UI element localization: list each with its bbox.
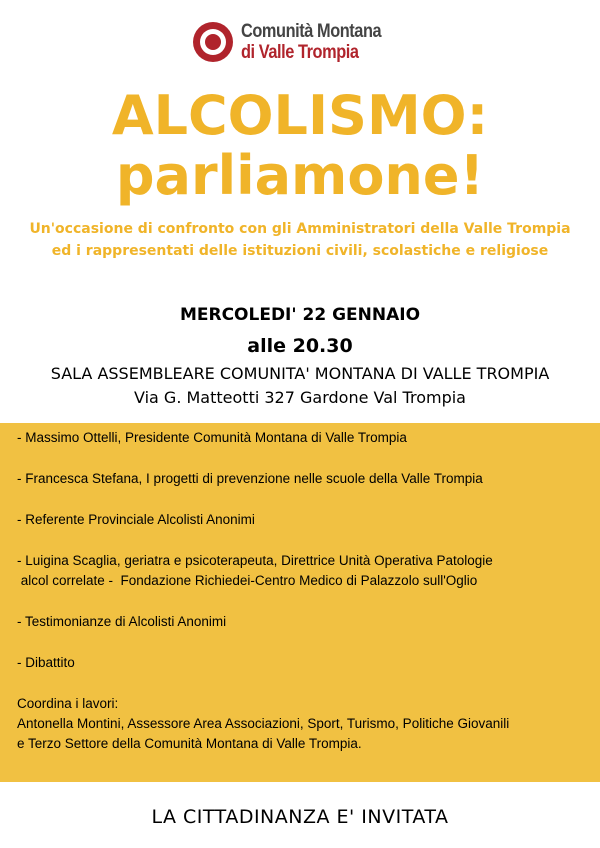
event-time: alle 20.30	[247, 335, 353, 357]
program-item: - Dibattito	[17, 655, 75, 670]
title-line-2: parliamone!	[115, 144, 485, 207]
event-place: SALA ASSEMBLEARE COMUNITA' MONTANA DI VALLE TROMPIA	[50, 364, 550, 383]
event-address: Via G. Matteotti 327 Gardone Val Trompia	[134, 388, 466, 407]
coordinator-line-1: Antonella Montini, Assessore Area Associazioni, Sport, Turismo, Politiche Giovanili	[17, 716, 510, 731]
event-date: MERCOLEDI' 22 GENNAIO	[179, 305, 421, 325]
coordinator-label: Coordina i lavori:	[17, 696, 119, 711]
coordinator-line-2: e Terzo Settore della Comunità Montana di Valle Trompia.	[17, 736, 362, 751]
program-item-line-1: - Luigina Scaglia, geriatra e psicoterapeuta, Direttrice Unità Operativa Patologie	[17, 553, 493, 568]
program-item-line-2: alcol correlate - Fondazione Richiedei-Centro Medico di Palazzolo sull'Oglio	[17, 573, 478, 588]
invitation-text: LA CITTADINANZA E' INVITATA	[151, 806, 449, 828]
program-item: - Testimonianze di Alcolisti Anonimi	[17, 614, 227, 629]
logo	[193, 14, 407, 70]
subtitle	[0, 218, 600, 262]
logo-text	[241, 22, 404, 62]
title-line-1: ALCOLISMO:	[111, 84, 489, 147]
subtitle-line-1: Un'occasione di confronto con gli Amministratori della Valle Trompia	[29, 221, 571, 237]
subtitle-line-2: ed i rappresentati delle istituzioni civili, scolastiche e religiose	[51, 243, 549, 259]
program-item: - Referente Provinciale Alcolisti Anonimi	[17, 512, 255, 527]
program-item: - Massimo Ottelli, Presidente Comunità Montana di Valle Trompia	[17, 430, 407, 445]
seal-icon	[193, 22, 233, 62]
program-item: - Francesca Stefana, I progetti di prevenzione nelle scuole della Valle Trompia	[17, 471, 483, 486]
logo-line-1: Comunità Montana	[241, 21, 382, 42]
logo-line-2: di Valle Trompia	[241, 42, 359, 63]
